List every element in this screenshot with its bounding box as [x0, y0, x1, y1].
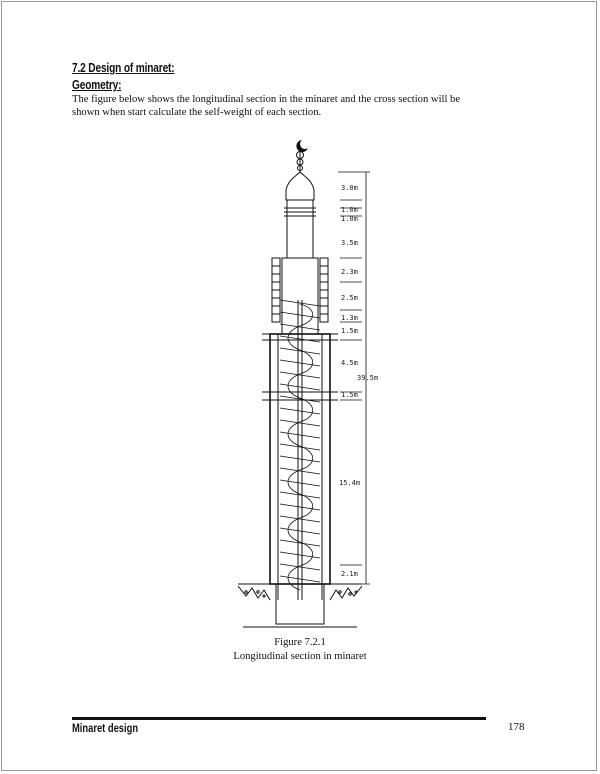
figure-caption: Longitudinal section in minaret: [233, 651, 367, 662]
dimension-label: 2.5m: [341, 294, 358, 302]
page-number: 178: [508, 721, 525, 733]
balcony-corbel-left: [272, 258, 280, 322]
dimension-label: 1.0m: [341, 215, 358, 223]
foundation: [238, 584, 362, 627]
total-height-label: 39.5m: [357, 374, 379, 382]
subsection-heading: Geometry:: [72, 77, 122, 92]
footer-rule: [72, 717, 486, 720]
intro-line-2: shown when start calculate the self-weight of each section.: [72, 106, 322, 118]
dimension-label: 3.5m: [341, 239, 358, 247]
minaret-section-drawing: [228, 132, 388, 632]
dimension-label: 1.5m: [341, 391, 358, 399]
dimension-label: 3.0m: [341, 184, 358, 192]
dimension-label: 4.5m: [341, 359, 358, 367]
footer-title: Minaret design: [72, 721, 139, 735]
section-heading: 7.2 Design of minaret:: [72, 60, 175, 75]
dimension-label: 15.4m: [339, 479, 361, 487]
balcony-corbel-right: [320, 258, 328, 322]
dome: [286, 172, 314, 200]
upper-shaft: [287, 200, 313, 258]
dimension-label: 1.3m: [341, 314, 358, 322]
dimension-label: 2.3m: [341, 268, 358, 276]
spiral-stair: [280, 300, 320, 590]
figure-number: Figure 7.2.1: [274, 637, 326, 648]
dimension-label: 1.0m: [341, 206, 358, 214]
dimension-label: 1.5m: [341, 327, 358, 335]
intro-line-1: The figure below shows the longitudinal section in the minaret and the cross section will be: [72, 94, 461, 105]
crescent-finial: [296, 140, 308, 152]
dimension-label: 2.1m: [341, 570, 358, 578]
intro-paragraph: [72, 94, 532, 119]
